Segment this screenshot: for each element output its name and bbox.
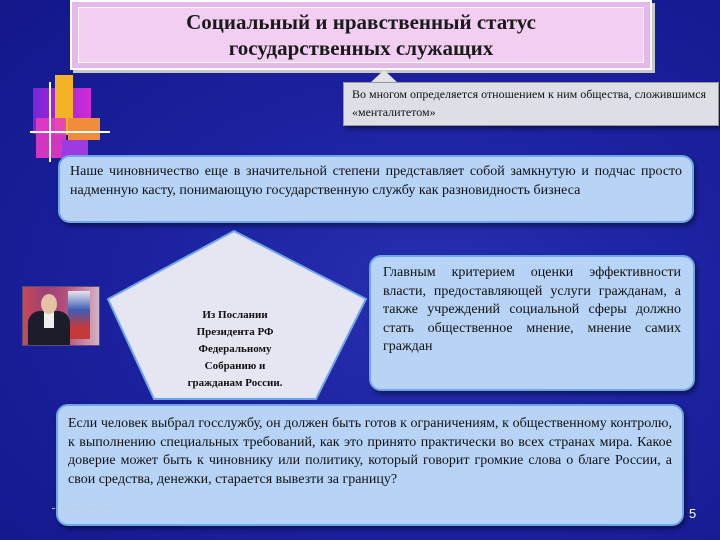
pentagon-line: Президента РФ (196, 326, 274, 338)
pentagon-line: Собранию и (204, 360, 266, 372)
pentagon-line: Федеральному (198, 343, 272, 355)
callout-text: Во многом определяется отношением к ним общества, сложившимся «менталитетом» (352, 87, 707, 119)
decorative-line-horizontal (30, 131, 110, 133)
photo-figure-head (41, 294, 57, 314)
photo-figure-shirt (44, 312, 54, 328)
president-photo (22, 286, 100, 346)
pentagon-text (164, 307, 306, 392)
statement-panel-bottom-text: Если человек выбрал госслужбу, он должен быть готов к ограничениям, к общественному контролю, к выполнению специальных требований, как это принято практически во всех странах мира. Какое доверие может быть к чиновнику или политику, который говорит громкие слова о благе России, а свои средства, денежки, старается вывезти за границу? (68, 416, 672, 487)
statement-panel-bottom (56, 404, 684, 526)
title-line-2: государственных служащих (228, 36, 494, 60)
title-line-1: Социальный и нравственный статус (186, 10, 536, 34)
statement-panel-right (369, 255, 695, 391)
pentagon-shape (104, 227, 370, 403)
dashed-underline (52, 508, 122, 509)
statement-panel-right-text: Главным критерием оценки эффективности власти, предоставляющей услуги гражданам, а также учреждений социальной сферы должно стать общественное мнение, мнение самих граждан (383, 265, 681, 354)
page-number: 5 (689, 506, 697, 521)
decorative-line-vertical (49, 82, 51, 162)
pentagon-line: гражданам России. (187, 377, 283, 389)
statement-panel-top-text: Наше чиновничество еще в значительной степени представляет собой замкнутую и подчас просто надменную касту, понимающую государственную службу как разновидность бизнеса (70, 164, 682, 198)
title-box (70, 0, 652, 70)
pentagon-line: Из Послании (202, 309, 268, 321)
dashed-underline (62, 217, 142, 218)
photo-flag (68, 291, 90, 339)
statement-panel-top (58, 155, 694, 223)
callout-box (343, 82, 719, 126)
decorative-square-orange (68, 118, 100, 140)
